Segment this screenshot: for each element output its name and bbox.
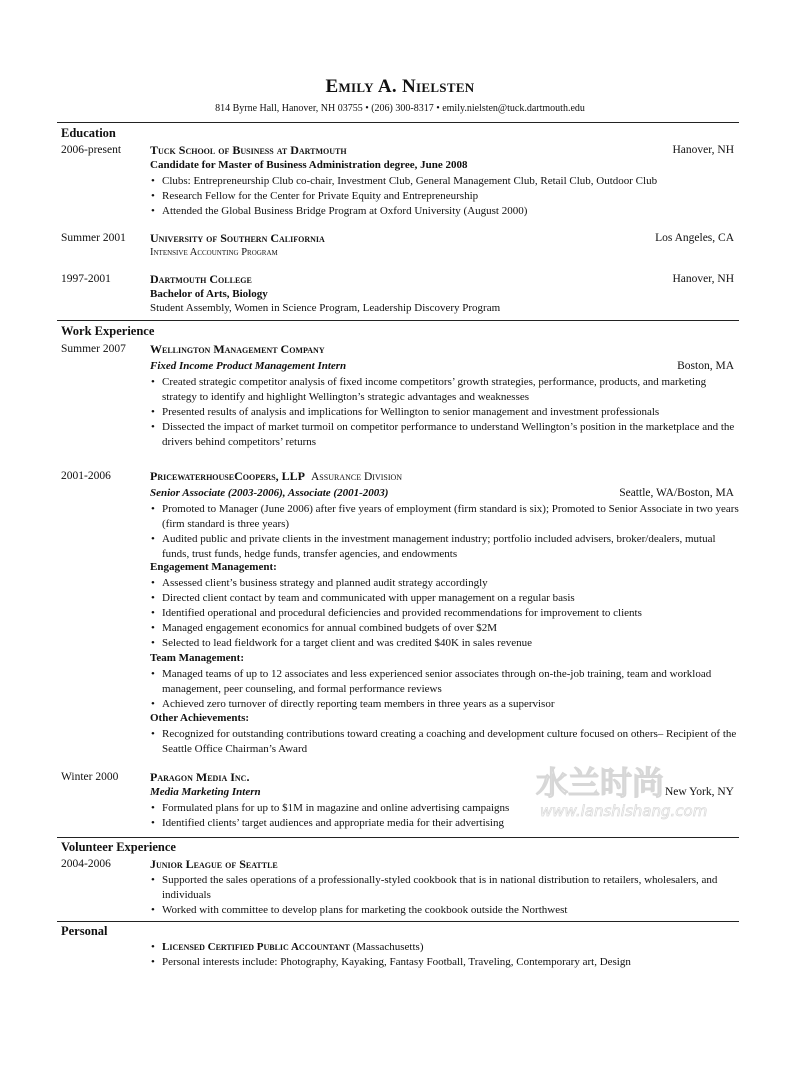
list-item: • Identified operational and procedural deficiencies and provided recommendations for improvement to clients [150, 606, 740, 621]
list-item: • Personal interests include: Photography, Kayaking, Fantasy Football, Traveling, Contemporary art, Design [150, 955, 740, 970]
usc-location: Los Angeles, CA [655, 232, 734, 244]
list-item: • Achieved zero turnover of directly reporting team members in three years as a supervisor [150, 697, 740, 712]
tuck-degree: Candidate for Master of Business Administration degree, June 2008 [150, 159, 468, 171]
list-item: • Assessed client’s business strategy and planned audit strategy accordingly [150, 576, 740, 591]
list-item: • Promoted to Manager (June 2006) after five years of employment (firm standard is six); Promoted to Senior Associate in two years (firm standard is three years) [150, 502, 740, 532]
paragon-date: Winter 2000 [61, 771, 119, 783]
list-item: • Audited public and private clients in the investment management industry; portfolio included advisers, broker/dealers, mutual funds, trust funds, hedge funds, transfer agencies, and endowments [150, 532, 740, 562]
tuck-location: Hanover, NH [672, 144, 734, 156]
usc-program: Intensive Accounting Program [150, 247, 278, 258]
pwc-location: Seattle, WA/Boston, MA [619, 487, 734, 499]
pwc-engagement-bullets [150, 576, 740, 651]
candidate-name: Emily A. Nielsten [325, 76, 475, 97]
list-item: • Formulated plans for up to $1M in magazine and online advertising campaigns [150, 801, 740, 816]
pwc-other-bullets [150, 727, 740, 757]
personal-bullets [150, 940, 740, 970]
cpa-title: Licensed Certified Public Accountant [162, 941, 350, 953]
usc-org: University of Southern California [150, 231, 325, 245]
list-item: • Directed client contact by team and communicated with upper management on a regular basis [150, 591, 740, 606]
wellington-title: Fixed Income Product Management Intern [150, 360, 347, 372]
pwc-org-name: PricewaterhouseCoopers, LLP [150, 469, 305, 483]
wellington-date: Summer 2007 [61, 343, 126, 355]
list-item: • Worked with committee to develop plans for marketing the cookbook outside the Northwest [150, 903, 740, 918]
dartmouth-org: Dartmouth College [150, 272, 252, 286]
dartmouth-degree: Bachelor of Arts, Biology [150, 288, 268, 300]
section-divider [57, 122, 739, 123]
list-item: • Managed engagement economics for annual combined budgets of over $2M [150, 621, 740, 636]
section-heading-personal: Personal [61, 924, 108, 938]
section-divider [57, 921, 739, 922]
list-item: • Recognized for outstanding contributions toward creating a coaching and development culture focused on others– Recipient of the Seattle Office Chairman’s Award [150, 727, 740, 757]
wellington-org: Wellington Management Company [150, 342, 325, 356]
wellington-bullets [150, 375, 740, 450]
pwc-other-label: Other Achievements: [150, 712, 250, 724]
list-item [150, 940, 740, 955]
section-divider [57, 320, 739, 321]
list-item: • Selected to lead fieldwork for a target client and was credited $40K in sales revenue [150, 636, 740, 651]
list-item: • Created strategic competitor analysis of fixed income competitors’ growth strategies, performance, products, and marketing strategy to identify and highlight Wellington’s strategic advantages and weaknesses [150, 375, 740, 405]
league-org: Junior League of Seattle [150, 857, 278, 871]
dartmouth-date: 1997-2001 [61, 273, 111, 285]
pwc-team-bullets [150, 667, 740, 712]
watermark-url: www.lanshishang.com [540, 802, 708, 820]
section-divider [57, 837, 739, 838]
tuck-bullets [150, 174, 740, 219]
tuck-org: Tuck School of Business at Dartmouth [150, 143, 347, 157]
pwc-date: 2001-2006 [61, 470, 111, 482]
wellington-location: Boston, MA [677, 360, 734, 372]
section-heading-work: Work Experience [61, 324, 155, 338]
cpa-state: (Massachusetts) [349, 941, 424, 953]
league-date: 2004-2006 [61, 858, 111, 870]
section-heading-volunteer: Volunteer Experience [61, 840, 176, 854]
pwc-title: Senior Associate (2003-2006), Associate (2001-2003) [150, 487, 389, 499]
list-item: • Identified clients’ target audiences and appropriate media for their advertising [150, 816, 740, 831]
paragon-org: Paragon Media Inc. [150, 770, 250, 784]
watermark-text: 水兰时尚 [536, 764, 665, 802]
list-item: • Dissected the impact of market turmoil on competitor performance to understand Wellington’s position in the marketplace and the drivers behind competitors’ returns [150, 420, 740, 450]
paragon-title: Media Marketing Intern [150, 786, 261, 798]
list-item: • Research Fellow for the Center for Private Equity and Entrepreneurship [150, 189, 740, 204]
section-heading-education: Education [61, 126, 116, 140]
list-item: • Clubs: Entrepreneurship Club co-chair, Investment Club, General Management Club, Retail Club, Outdoor Club [150, 174, 740, 189]
dartmouth-activities: Student Assembly, Women in Science Program, Leadership Discovery Program [150, 302, 501, 314]
list-item: • Attended the Global Business Bridge Program at Oxford University (August 2000) [150, 204, 740, 219]
usc-date: Summer 2001 [61, 232, 126, 244]
list-item: • Managed teams of up to 12 associates and less experienced senior associates through on-the-job training, team and workload management, peer counseling, and formal performance reviews [150, 667, 740, 697]
pwc-bullets [150, 502, 740, 562]
league-bullets [150, 873, 740, 918]
paragon-bullets [150, 801, 740, 831]
contact-line: 814 Byrne Hall, Hanover, NH 03755 • (206) 300-8317 • emily.nielsten@tuck.dartmouth.edu [215, 103, 585, 114]
list-item: • Supported the sales operations of a professionally-styled cookbook that is in national distribution to retailers, wholesalers, and individuals [150, 873, 740, 903]
pwc-org [150, 469, 402, 484]
pwc-engagement-label: Engagement Management: [150, 561, 277, 573]
paragon-location: New York, NY [664, 786, 734, 798]
tuck-date: 2006-present [61, 144, 122, 156]
pwc-team-label: Team Management: [150, 652, 244, 664]
pwc-division: Assurance Division [311, 471, 403, 483]
list-item: • Presented results of analysis and implications for Wellington to senior management and investment professionals [150, 405, 740, 420]
dartmouth-location: Hanover, NH [672, 273, 734, 285]
